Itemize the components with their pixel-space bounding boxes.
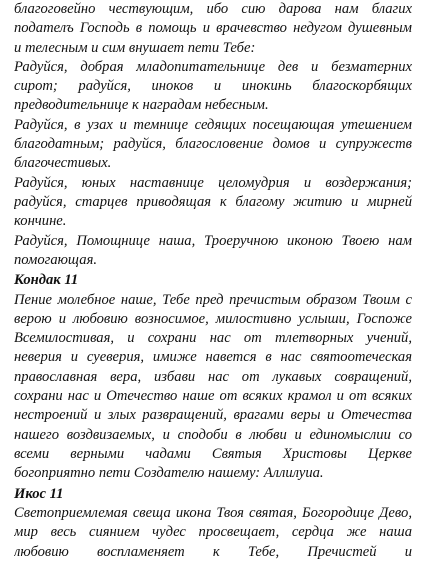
text-line: мир весь сиянием чудес просвещает, сердца же наша	[14, 524, 412, 541]
text-line: помогающая.	[14, 251, 98, 268]
text-line: благодатным; радуйся, благословение домов и супружеств	[14, 136, 412, 153]
text-line: и телесным и сим внушает пети Тебе:	[14, 39, 256, 56]
text-line: благочестивых.	[14, 155, 112, 172]
document-page	[14, 0, 412, 562]
text-line: благоговейно чествующим, ибо сию дарова нам благих	[14, 1, 412, 17]
text-line: сирот; радуйся, иноков и инокинь благоскорбящих	[14, 78, 412, 95]
text-line: Светоприемлемая свеща икона Твоя святая, Богородице Дево,	[14, 504, 412, 521]
text-line: Радуйся, юных наставнице целомудрия и воздержания;	[14, 174, 412, 191]
text-line: подателъ Господь в помощь и врачевство недугом душевным	[14, 20, 412, 37]
text-line: предводительнице к наградам небесным.	[14, 97, 269, 114]
text-line: Радуйся, в узах и темнице седящих посещающая утешением	[14, 116, 412, 133]
text-line: нестроений и злых развращений, врагами веры и Отечества	[14, 407, 412, 424]
text-line: Всемилостивая, и сохрани нас от тлетворных учений,	[14, 330, 412, 347]
text-line: верою и любовию возносимое, милостивно услыши, Госпоже	[14, 310, 412, 327]
section-heading-ikos: Икос 11	[14, 485, 64, 502]
text-line: нашего воздвизаемых, и сподоби в любви и единомыслии со	[14, 426, 412, 443]
section-heading-kondak: Кондак 11	[14, 272, 79, 289]
text-line: любовию воспламеняет к Тебе, Пречистей и	[14, 543, 412, 560]
text-line: сохрани нас и Отечество наше от всяких крамол и от всяких	[14, 388, 412, 405]
text-line: Пение молебное наше, Тебе пред пречистым образом Твоим с	[14, 291, 412, 308]
text-line: Радуйся, добрая младопитательнице дев и безматерних	[14, 58, 412, 75]
text-line: всеми верными чадами Святыя Христовы Церкве	[14, 445, 412, 462]
text-line: кончине.	[14, 213, 67, 230]
text-line: радуйся, старцев приводящая к благому житию и мирней	[14, 193, 412, 210]
text-line: православная вера, избави нас от лукавых совращений,	[14, 368, 412, 385]
text-line: неверия и суеверия, имиже навется в нас святоотеческая	[14, 349, 412, 366]
text-line: Радуйся, Помощнице наша, Троеручною иконою Твоею нам	[14, 232, 412, 249]
text-line: богоприятно пети Создателю нашему: Аллилуиа.	[14, 465, 324, 482]
